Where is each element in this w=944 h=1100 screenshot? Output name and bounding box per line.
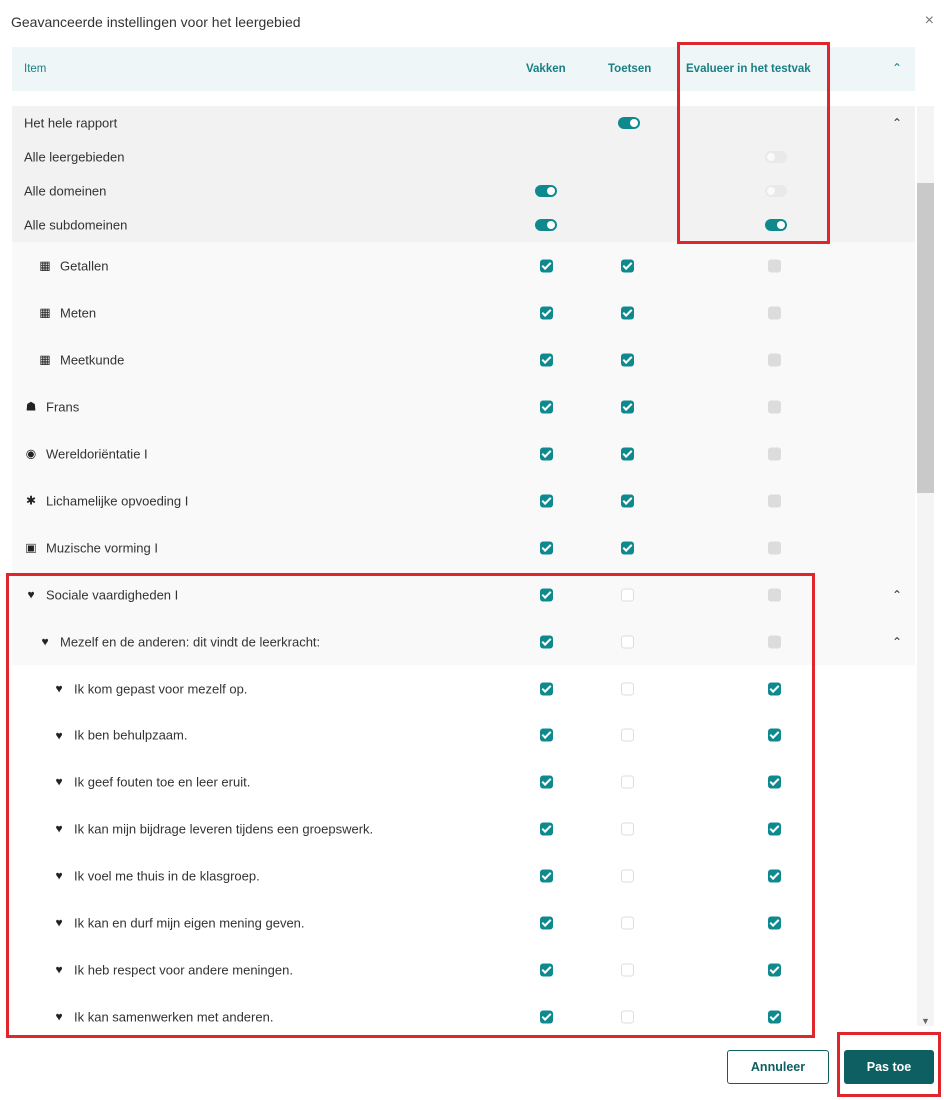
chevron-up-icon[interactable]: ⌃ xyxy=(892,634,903,649)
checkbox-evalueer[interactable] xyxy=(768,775,781,788)
row-label-text: Ik heb respect voor andere meningen. xyxy=(74,962,293,977)
checkbox-vakken[interactable] xyxy=(540,306,553,319)
row-label xyxy=(52,821,373,836)
heart-icon: ♥ xyxy=(55,1009,63,1024)
row-label-text: Getallen xyxy=(60,258,109,273)
row-label-text: Lichamelijke opvoeding I xyxy=(46,493,189,508)
checkbox-toetsen[interactable] xyxy=(621,963,634,976)
row-label xyxy=(52,728,187,743)
heart-icon: ♥ xyxy=(27,587,35,602)
checkbox-evalueer[interactable] xyxy=(768,682,781,695)
checkbox-toetsen[interactable] xyxy=(621,822,634,835)
row-alle-subdomeinen xyxy=(12,208,915,242)
table-row xyxy=(12,758,915,805)
checkbox-vakken[interactable] xyxy=(540,400,553,413)
chevron-up-icon[interactable]: ⌃ xyxy=(892,61,903,75)
table-row xyxy=(12,852,915,899)
checkbox-vakken[interactable] xyxy=(540,1010,553,1023)
table-row xyxy=(12,571,915,618)
checkbox-vakken[interactable] xyxy=(540,729,553,742)
checkbox-vakken[interactable] xyxy=(540,963,553,976)
table-row xyxy=(12,430,915,477)
checkbox-vakken[interactable] xyxy=(540,869,553,882)
row-label xyxy=(24,446,148,461)
row-label xyxy=(52,681,247,696)
table-row xyxy=(12,665,915,712)
toggle-toetsen[interactable] xyxy=(618,117,640,129)
table-row xyxy=(12,524,915,571)
apply-button[interactable]: Pas toe xyxy=(844,1050,934,1084)
row-label xyxy=(38,634,320,649)
row-label-text: Muzische vorming I xyxy=(46,540,158,555)
row-label-text: Meten xyxy=(60,305,97,320)
checkbox-toetsen[interactable] xyxy=(621,353,634,366)
row-label xyxy=(24,493,188,508)
toggle-evalueer[interactable] xyxy=(765,219,787,231)
checkbox-toetsen[interactable] xyxy=(621,635,634,648)
checkbox-toetsen[interactable] xyxy=(621,306,634,319)
grid-icon: ▦ xyxy=(39,352,51,367)
table-row xyxy=(12,899,915,946)
row-label xyxy=(52,868,260,883)
checkbox-evalueer[interactable] xyxy=(768,916,781,929)
heart-icon: ♥ xyxy=(55,774,63,789)
row-label xyxy=(38,258,108,273)
checkbox-evalueer[interactable] xyxy=(768,400,781,413)
heart-icon: ♥ xyxy=(55,915,63,930)
row-label xyxy=(52,915,305,930)
grid-icon: ▦ xyxy=(39,258,51,273)
row-label: Alle leergebieden xyxy=(24,149,125,165)
checkbox-vakken[interactable] xyxy=(540,775,553,788)
row-label: Alle subdomeinen xyxy=(24,217,128,233)
row-label xyxy=(52,1009,273,1024)
row-label xyxy=(38,305,96,320)
checkbox-evalueer[interactable] xyxy=(768,541,781,554)
checkbox-evalueer[interactable] xyxy=(768,822,781,835)
row-label-text: Meetkunde xyxy=(60,352,125,367)
table-row xyxy=(12,289,915,336)
checkbox-vakken[interactable] xyxy=(540,635,553,648)
checkbox-toetsen[interactable] xyxy=(621,400,634,413)
table-row xyxy=(12,712,915,758)
table-row xyxy=(12,336,915,383)
checkbox-toetsen[interactable] xyxy=(621,447,634,460)
table-row xyxy=(12,618,915,665)
toggle-evalueer[interactable] xyxy=(765,185,787,197)
checkbox-evalueer[interactable] xyxy=(768,259,781,272)
checkbox-vakken[interactable] xyxy=(540,494,553,507)
row-label xyxy=(24,540,158,555)
row-label-text: Ik kom gepast voor mezelf op. xyxy=(74,681,248,696)
header-item: Item xyxy=(24,63,47,75)
cancel-button[interactable]: Annuleer xyxy=(727,1050,829,1084)
table-row xyxy=(12,383,915,430)
table-header xyxy=(12,47,915,91)
checkbox-vakken[interactable] xyxy=(540,541,553,554)
toggle-evalueer[interactable] xyxy=(765,151,787,163)
checkbox-evalueer[interactable] xyxy=(768,729,781,742)
row-label-text: Wereldoriëntatie I xyxy=(46,446,148,461)
table-row xyxy=(12,946,915,993)
heart-icon: ♥ xyxy=(55,681,63,696)
checkbox-evalueer[interactable] xyxy=(768,353,781,366)
scrollbar-thumb[interactable] xyxy=(917,183,934,493)
toggle-vakken[interactable] xyxy=(535,185,557,197)
checkbox-vakken[interactable] xyxy=(540,822,553,835)
checkbox-vakken[interactable] xyxy=(540,588,553,601)
table-row xyxy=(12,805,915,852)
checkbox-evalueer[interactable] xyxy=(768,447,781,460)
checkbox-evalueer[interactable] xyxy=(768,1010,781,1023)
checkbox-toetsen[interactable] xyxy=(621,775,634,788)
checkbox-evalueer[interactable] xyxy=(768,494,781,507)
checkbox-evalueer[interactable] xyxy=(768,588,781,601)
checkbox-toetsen[interactable] xyxy=(621,729,634,742)
heart-icon: ♥ xyxy=(55,868,63,883)
toggle-vakken[interactable] xyxy=(535,219,557,231)
row-alle-leergebieden xyxy=(12,140,915,174)
checkbox-toetsen[interactable] xyxy=(621,916,634,929)
row-alle-domeinen xyxy=(12,174,915,208)
table-row xyxy=(12,242,915,289)
row-label-text: Ik kan mijn bijdrage leveren tijdens een groepswerk. xyxy=(74,821,374,836)
checkbox-evalueer[interactable] xyxy=(768,635,781,648)
image-icon: ▣ xyxy=(25,540,37,555)
table-row xyxy=(12,477,915,524)
checkbox-toetsen[interactable] xyxy=(621,682,634,695)
row-label-text: Sociale vaardigheden I xyxy=(46,587,179,602)
row-label xyxy=(24,587,178,602)
checkbox-evalueer[interactable] xyxy=(768,869,781,882)
grid-icon: ▦ xyxy=(39,305,51,320)
row-label: Het hele rapport xyxy=(24,115,118,131)
language-icon: ☗ xyxy=(25,399,37,414)
close-icon[interactable]: × xyxy=(924,12,934,29)
checkbox-evalueer[interactable] xyxy=(768,963,781,976)
row-label-text: Frans xyxy=(46,399,80,414)
chevron-up-icon[interactable]: ⌃ xyxy=(892,116,903,130)
table-row xyxy=(12,993,915,1033)
row-label-text: Ik kan samenwerken met anderen. xyxy=(74,1009,274,1024)
scroll-down-icon[interactable]: ▼ xyxy=(921,1016,930,1026)
row-label xyxy=(52,774,250,789)
running-icon: ✱ xyxy=(25,493,37,508)
checkbox-toetsen[interactable] xyxy=(621,541,634,554)
checkbox-vakken[interactable] xyxy=(540,682,553,695)
checkbox-evalueer[interactable] xyxy=(768,306,781,319)
heart-icon: ♥ xyxy=(55,728,63,742)
heart-icon: ♥ xyxy=(55,962,63,977)
checkbox-vakken[interactable] xyxy=(540,447,553,460)
row-label xyxy=(38,352,124,367)
header-toetsen: Toetsen xyxy=(608,63,652,75)
header-evalueer: Evalueer in het testvak xyxy=(686,63,811,75)
header-vakken: Vakken xyxy=(526,63,566,75)
chevron-up-icon[interactable]: ⌃ xyxy=(892,587,903,602)
dialog-title: Geavanceerde instellingen voor het leergebied xyxy=(11,14,301,30)
settings-list xyxy=(12,106,915,1033)
checkbox-toetsen[interactable] xyxy=(621,1010,634,1023)
row-label-text: Ik ben behulpzaam. xyxy=(74,727,188,743)
heart-icon: ♥ xyxy=(41,634,49,649)
checkbox-vakken[interactable] xyxy=(540,353,553,366)
row-label xyxy=(52,962,293,977)
checkbox-toetsen[interactable] xyxy=(621,869,634,882)
checkbox-vakken[interactable] xyxy=(540,916,553,929)
row-label: Alle domeinen xyxy=(24,183,107,199)
row-het-hele-rapport xyxy=(12,106,915,140)
globe-icon: ◉ xyxy=(25,446,37,461)
checkbox-toetsen[interactable] xyxy=(621,494,634,507)
row-label xyxy=(24,399,79,414)
checkbox-vakken[interactable] xyxy=(540,259,553,272)
checkbox-toetsen[interactable] xyxy=(621,588,634,601)
row-label-text: Ik kan en durf mijn eigen mening geven. xyxy=(74,915,305,930)
checkbox-toetsen[interactable] xyxy=(621,259,634,272)
heart-icon: ♥ xyxy=(55,821,63,836)
row-label-text: Mezelf en de anderen: dit vindt de leerkracht: xyxy=(60,634,321,649)
row-label-text: Ik voel me thuis in de klasgroep. xyxy=(74,868,260,883)
row-label-text: Ik geef fouten toe en leer eruit. xyxy=(74,774,251,789)
